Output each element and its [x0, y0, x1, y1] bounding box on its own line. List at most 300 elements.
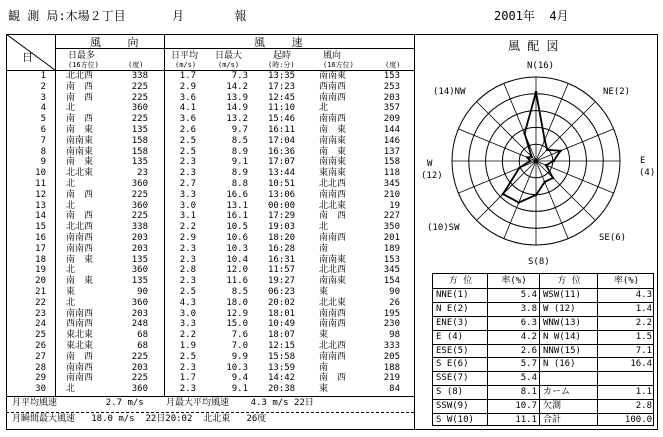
cell-max-speed: 10.4: [226, 254, 248, 265]
cell-max-deg: 227: [383, 211, 400, 222]
cell-avg-speed: 2.6: [179, 125, 196, 135]
freq-dir: N E(2): [436, 303, 469, 314]
cell-max-deg: 146: [383, 135, 400, 146]
cell-max-speed: 10.3: [226, 243, 248, 254]
cell-most-freq-dir: 北北西: [66, 71, 94, 81]
cell-max-deg: 253: [383, 81, 400, 92]
summary-divider: [6, 396, 414, 397]
cell-max-dir: 北: [319, 103, 329, 114]
cell-day: 20: [35, 276, 46, 287]
cell-max-speed: 12.9: [226, 308, 248, 319]
cell-most-freq-dir: 北北西: [66, 222, 94, 233]
freq-dir: S W(10): [436, 415, 474, 426]
cell-max-deg: 230: [383, 319, 400, 330]
freq-dir: 欠測: [543, 401, 562, 412]
freq-rate: 8.1: [520, 387, 537, 398]
cell-day: 16: [35, 233, 46, 243]
cell-day: 26: [35, 341, 46, 351]
cell-most-freq-deg: 225: [131, 81, 148, 92]
rose-point-se: [552, 177, 555, 180]
cell-max-dir: 南南東: [319, 135, 347, 146]
cell-max-speed: 9.7: [231, 125, 248, 135]
cell-day: 1: [40, 71, 46, 81]
freq-row-line: [433, 344, 653, 345]
cell-day: 15: [35, 222, 46, 233]
cell-max-time: 16:28: [268, 243, 296, 254]
rose-point-nw: [530, 155, 533, 158]
cell-most-freq-dir: 北: [66, 200, 76, 211]
cell-max-time: 12:15: [268, 341, 296, 351]
cell-most-freq-deg: 135: [131, 125, 148, 135]
cell-most-freq-deg: 158: [131, 146, 148, 157]
monthly-instant-max-speed: 月瞬間最大風速 18.0 m/s 22日20:02 北北東 26度: [12, 414, 267, 424]
cell-max-dir: 南 西: [319, 211, 347, 222]
cell-max-time: 16:11: [268, 125, 296, 135]
cell-max-deg: 26: [389, 297, 400, 308]
cell-max-deg: 350: [383, 222, 400, 233]
freq-rate: 6.3: [520, 317, 537, 328]
freq-rate: 4.3: [635, 289, 652, 300]
freq-rate: 16.4: [630, 359, 652, 370]
cell-max-deg: 201: [383, 233, 400, 243]
cell-most-freq-dir: 南南西: [66, 373, 94, 384]
cell-max-speed: 16.6: [226, 189, 248, 200]
cell-max-deg: 153: [383, 71, 400, 81]
rose-point-e: [552, 160, 555, 163]
cell-max-speed: 10.5: [226, 222, 248, 233]
cell-avg-speed: 2.3: [179, 362, 196, 373]
cell-max-time: 15:46: [268, 114, 296, 125]
cell-day: 23: [35, 308, 46, 319]
cell-day: 3: [40, 92, 46, 103]
cell-max-deg: 84: [389, 384, 400, 395]
cell-most-freq-deg: 203: [131, 233, 148, 243]
cell-most-freq-deg: 360: [131, 200, 148, 211]
cell-max-dir: 南南東: [319, 276, 347, 287]
cell-max-time: 14:42: [268, 373, 296, 384]
cell-avg-speed: 2.3: [179, 168, 196, 179]
cell-day: 11: [35, 179, 46, 189]
freq-row-line: [433, 302, 653, 303]
cell-most-freq-deg: 225: [131, 92, 148, 103]
cell-most-freq-deg: 68: [137, 341, 148, 351]
cell-most-freq-deg: 68: [137, 330, 148, 341]
cell-max-time: 13:59: [268, 362, 296, 373]
cell-day: 10: [35, 168, 46, 179]
freq-rate: 5.4: [520, 289, 537, 300]
cell-max-speed: 10.3: [226, 362, 248, 373]
cell-max-dir: 南南西: [319, 114, 347, 125]
cell-most-freq-deg: 360: [131, 179, 148, 189]
cell-most-freq-deg: 158: [131, 135, 148, 146]
hdr-max-unit: (m/s): [218, 61, 240, 69]
freq-header-dir: 方 位: [557, 276, 581, 286]
rose-spoke: [477, 161, 536, 220]
freq-rate: 100.0: [624, 415, 652, 426]
freq-dir: ESE(5): [436, 345, 469, 356]
rose-label-w: W: [427, 159, 433, 169]
cell-max-speed: 8.8: [231, 179, 248, 189]
cell-max-deg: 158: [383, 157, 400, 168]
cell-most-freq-dir: 南 西: [66, 81, 94, 92]
cell-most-freq-dir: 南南西: [66, 243, 94, 254]
freq-col-line: [487, 274, 488, 425]
freq-rate: 2.8: [635, 401, 652, 412]
rose-spoke: [536, 161, 595, 220]
cell-max-time: 17:29: [268, 211, 296, 222]
cell-most-freq-deg: 90: [137, 287, 148, 297]
rose-spoke: [536, 102, 595, 161]
cell-max-dir: 南南西: [319, 319, 347, 330]
cell-max-speed: 8.9: [231, 146, 248, 157]
hdr-deg: (度): [128, 61, 144, 69]
cell-avg-speed: 2.5: [179, 135, 196, 146]
freq-rate: 5.4: [520, 373, 537, 384]
cell-most-freq-dir: 南 東: [66, 254, 94, 265]
cell-most-freq-dir: 南南東: [66, 135, 94, 146]
rose-spoke: [477, 102, 536, 161]
freq-rate: 5.7: [520, 359, 537, 370]
cell-avg-speed: 2.5: [179, 351, 196, 362]
cell-max-dir: 北: [319, 222, 329, 233]
freq-dir: S E(6): [436, 359, 469, 370]
hdr-dir-unit: (16方位): [323, 61, 354, 69]
cell-max-deg: 189: [383, 243, 400, 254]
monthly-max-avg-speed: 月最大平均風速 4.3 m/s 22日: [166, 398, 314, 408]
cell-max-speed: 12.0: [226, 265, 248, 276]
station-name: 観 測 局:木場２丁目: [8, 9, 126, 23]
direction-group-header: 風 向: [90, 36, 139, 49]
freq-row-line: [433, 413, 653, 414]
cell-max-deg: 153: [383, 254, 400, 265]
cell-max-time: 18:01: [268, 308, 296, 319]
cell-most-freq-deg: 135: [131, 157, 148, 168]
cell-max-time: 06:23: [268, 287, 296, 297]
cell-max-deg: 219: [383, 373, 400, 384]
cell-max-time: 00:00: [268, 200, 296, 211]
cell-max-deg: 209: [383, 114, 400, 125]
freq-row-line: [433, 357, 653, 358]
cell-max-dir: 東南東: [319, 168, 347, 179]
report-period: 2001年 4月: [494, 9, 569, 23]
cell-most-freq-dir: 北: [66, 103, 76, 114]
cell-most-freq-deg: 203: [131, 308, 148, 319]
cell-most-freq-dir: 北: [66, 384, 76, 395]
rose-point-ne: [546, 148, 549, 151]
cell-most-freq-deg: 225: [131, 189, 148, 200]
cell-day: 4: [40, 103, 46, 114]
freq-rate: 11.1: [515, 415, 537, 426]
cell-max-time: 13:06: [268, 189, 296, 200]
hdr-max: 日最大: [215, 51, 243, 61]
cell-max-deg: 98: [389, 330, 400, 341]
cell-day: 18: [35, 254, 46, 265]
col-divider: [55, 34, 56, 396]
cell-avg-speed: 3.3: [179, 189, 196, 200]
cell-day: 8: [40, 146, 46, 157]
cell-most-freq-deg: 338: [131, 71, 148, 81]
hdr-dir: 風向: [323, 51, 342, 61]
freq-dir: SSE(7): [436, 373, 469, 384]
cell-max-time: 17:04: [268, 135, 296, 146]
cell-max-deg: 333: [383, 341, 400, 351]
cell-max-dir: 東: [319, 384, 329, 395]
cell-max-dir: 南南西: [319, 233, 347, 243]
cell-day: 29: [35, 373, 46, 384]
rose-label-s: S(8): [528, 257, 550, 267]
freq-rate: 4.2: [520, 331, 537, 342]
rose-label-e-num: (4): [639, 168, 656, 178]
rose-point-nne: [543, 139, 546, 142]
freq-dir: WNW(13): [543, 317, 581, 328]
cell-most-freq-deg: 360: [131, 103, 148, 114]
rose-point-nnw: [523, 132, 526, 135]
cell-avg-speed: 1.7: [179, 373, 196, 384]
cell-max-deg: 203: [383, 92, 400, 103]
cell-most-freq-deg: 360: [131, 265, 148, 276]
freq-dir: ENE(3): [436, 317, 469, 328]
freq-dir: NNW(15): [543, 345, 581, 356]
rose-point-ene: [559, 150, 562, 153]
cell-day: 6: [40, 125, 46, 135]
freq-rate: 1.1: [635, 387, 652, 398]
cell-day: 17: [35, 243, 46, 254]
cell-most-freq-deg: 23: [137, 168, 148, 179]
cell-max-time: 19:03: [268, 222, 296, 233]
freq-rate: 2.2: [635, 317, 652, 328]
cell-avg-speed: 1.9: [179, 341, 196, 351]
cell-max-speed: 7.0: [231, 341, 248, 351]
cell-max-speed: 9.4: [231, 373, 248, 384]
cell-max-speed: 16.1: [226, 211, 248, 222]
cell-most-freq-dir: 南 西: [66, 114, 94, 125]
cell-avg-speed: 1.7: [179, 71, 196, 81]
cell-most-freq-deg: 248: [131, 319, 148, 330]
cell-most-freq-deg: 225: [131, 351, 148, 362]
cell-max-deg: 195: [383, 308, 400, 319]
rose-label-sw: (10)SW: [427, 223, 460, 233]
cell-most-freq-dir: 南 東: [66, 125, 94, 135]
cell-max-deg: 205: [383, 351, 400, 362]
cell-most-freq-dir: 南 西: [66, 211, 94, 222]
cell-max-dir: 北北東: [319, 297, 347, 308]
freq-dir: カーム: [543, 387, 571, 398]
hdr-time: 起時: [273, 51, 292, 61]
cell-most-freq-dir: 南南西: [66, 362, 94, 373]
cell-avg-speed: 2.3: [179, 276, 196, 287]
cell-most-freq-dir: 南 西: [66, 351, 94, 362]
cell-max-time: 12:45: [268, 92, 296, 103]
freq-rate: 10.7: [515, 401, 537, 412]
cell-max-speed: 13.1: [226, 200, 248, 211]
cell-max-speed: 7.3: [231, 71, 248, 81]
cell-max-speed: 15.0: [226, 319, 248, 330]
direction-frequency-table: [432, 273, 654, 426]
cell-max-time: 19:27: [268, 276, 296, 287]
cell-max-deg: 210: [383, 189, 400, 200]
cell-avg-speed: 3.6: [179, 92, 196, 103]
cell-max-deg: 118: [383, 168, 400, 179]
freq-dir: N W(14): [543, 331, 581, 342]
cell-most-freq-dir: 北: [66, 265, 76, 276]
cell-day: 19: [35, 265, 46, 276]
hdr-deg2: (度): [385, 61, 401, 69]
cell-day: 2: [40, 81, 46, 92]
cell-max-time: 16:36: [268, 146, 296, 157]
freq-dir: NNE(1): [436, 289, 469, 300]
monthly-avg-speed: 月平均風速 2.7 m/s: [12, 398, 144, 408]
freq-rate: 1.5: [635, 331, 652, 342]
cell-day: 12: [35, 189, 46, 200]
freq-dir: WSW(11): [543, 289, 581, 300]
cell-avg-speed: 2.3: [179, 243, 196, 254]
rose-label-nw: (14)NW: [433, 87, 466, 97]
hdr-most-freq-unit: (16方位): [68, 61, 99, 69]
cell-avg-speed: 2.3: [179, 254, 196, 265]
cell-most-freq-deg: 135: [131, 254, 148, 265]
cell-day: 24: [35, 319, 46, 330]
cell-most-freq-dir: 南 東: [66, 157, 94, 168]
freq-rate: 7.1: [635, 345, 652, 356]
rose-point-sse: [543, 181, 546, 184]
cell-most-freq-deg: 360: [131, 297, 148, 308]
cell-avg-speed: 2.3: [179, 157, 196, 168]
cell-most-freq-dir: 南南東: [66, 146, 94, 157]
cell-max-dir: 南南西: [319, 351, 347, 362]
cell-max-dir: 南南西: [319, 308, 347, 319]
cell-max-time: 15:58: [268, 351, 296, 362]
rose-point-n: [535, 91, 538, 94]
cell-most-freq-dir: 東: [66, 287, 76, 297]
cell-avg-speed: 2.5: [179, 146, 196, 157]
cell-max-speed: 9.9: [231, 351, 248, 362]
cell-max-dir: 南南東: [319, 157, 347, 168]
cell-max-dir: 東: [319, 330, 329, 341]
cell-most-freq-deg: 338: [131, 222, 148, 233]
summary-inner-divider: [6, 412, 414, 413]
hdr-avg-unit: (m/s): [175, 61, 197, 69]
rose-point-s: [535, 194, 538, 197]
cell-avg-speed: 2.2: [179, 222, 196, 233]
freq-dir: N (16): [543, 359, 576, 370]
cell-day: 27: [35, 351, 46, 362]
cell-max-speed: 8.5: [231, 135, 248, 146]
cell-day: 21: [35, 287, 46, 297]
cell-max-speed: 7.6: [231, 330, 248, 341]
cell-avg-speed: 3.0: [179, 200, 196, 211]
cell-max-time: 10:49: [268, 319, 296, 330]
cell-max-dir: 北北西: [319, 265, 347, 276]
cell-max-dir: 西南西: [319, 81, 347, 92]
cell-avg-speed: 2.9: [179, 81, 196, 92]
cell-most-freq-deg: 203: [131, 362, 148, 373]
cell-day: 22: [35, 297, 46, 308]
cell-max-time: 20:02: [268, 297, 296, 308]
hdr-time-unit: (時:分): [268, 61, 295, 69]
rose-point-wsw: [518, 167, 521, 170]
cell-most-freq-dir: 北: [66, 179, 76, 189]
cell-max-dir: 南 東: [319, 146, 347, 157]
cell-max-speed: 14.2: [226, 81, 248, 92]
cell-day: 30: [35, 384, 46, 395]
freq-dir: 合計: [543, 415, 562, 426]
cell-max-speed: 13.2: [226, 114, 248, 125]
cell-max-dir: 北北東: [319, 200, 347, 211]
rose-point-wnw: [526, 156, 529, 159]
cell-max-dir: 北北西: [319, 179, 347, 189]
cell-max-deg: 345: [383, 265, 400, 276]
speed-group-header: 風 速: [254, 36, 303, 49]
cell-max-speed: 9.1: [231, 384, 248, 395]
freq-row-line: [433, 288, 653, 289]
cell-most-freq-deg: 225: [131, 373, 148, 384]
freq-dir: SSW(9): [436, 401, 469, 412]
freq-col-line: [597, 274, 598, 425]
freq-header-dir: 方 位: [448, 276, 473, 286]
cell-max-deg: 188: [383, 362, 400, 373]
cell-avg-speed: 3.1: [179, 211, 196, 222]
cell-most-freq-deg: 225: [131, 114, 148, 125]
cell-max-deg: 90: [389, 287, 400, 297]
cell-max-dir: 南: [319, 362, 329, 373]
cell-most-freq-dir: 北: [66, 297, 76, 308]
cell-day: 7: [40, 135, 46, 146]
freq-dir: E (4): [436, 331, 464, 342]
cell-max-dir: 南 西: [319, 373, 347, 384]
cell-most-freq-dir: 南 東: [66, 276, 94, 287]
cell-avg-speed: 2.3: [179, 384, 196, 395]
cell-avg-speed: 3.3: [179, 319, 196, 330]
cell-max-speed: 9.1: [231, 157, 248, 168]
cell-max-dir: 南南東: [319, 71, 347, 81]
cell-avg-speed: 2.5: [179, 287, 196, 297]
cell-most-freq-dir: 南南西: [66, 233, 94, 243]
rose-point-w: [529, 160, 532, 163]
cell-max-speed: 8.5: [231, 287, 248, 297]
cell-avg-speed: 3.6: [179, 114, 196, 125]
cell-most-freq-dir: 南 西: [66, 92, 94, 103]
cell-day: 5: [40, 114, 46, 125]
rose-label-w-num: (12): [421, 171, 443, 181]
cell-most-freq-dir: 東北東: [66, 330, 94, 341]
cell-avg-speed: 2.2: [179, 330, 196, 341]
freq-header-rate: 率(%): [613, 276, 640, 286]
cell-max-speed: 11.6: [226, 276, 248, 287]
cell-most-freq-dir: 南南西: [66, 308, 94, 319]
cell-day: 13: [35, 200, 46, 211]
cell-most-freq-dir: 北北東: [66, 168, 94, 179]
cell-day: 28: [35, 362, 46, 373]
col-day-header: 日: [22, 51, 33, 64]
freq-row-line: [433, 330, 653, 331]
cell-max-speed: 8.9: [231, 168, 248, 179]
cell-most-freq-dir: 南 西: [66, 189, 94, 200]
cell-max-time: 11:57: [268, 265, 296, 276]
cell-max-speed: 18.0: [226, 297, 248, 308]
cell-max-time: 18:20: [268, 233, 296, 243]
cell-max-time: 13:44: [268, 168, 296, 179]
cell-max-speed: 13.9: [226, 92, 248, 103]
freq-col-line: [539, 274, 540, 425]
freq-rate: 2.6: [520, 345, 537, 356]
cell-day: 9: [40, 157, 46, 168]
cell-most-freq-deg: 360: [131, 384, 148, 395]
cell-max-deg: 19: [389, 200, 400, 211]
cell-max-deg: 144: [383, 125, 400, 135]
cell-max-dir: 南 東: [319, 125, 347, 135]
rose-title: 風 配 図: [508, 39, 559, 53]
freq-dir: S (8): [436, 387, 464, 398]
